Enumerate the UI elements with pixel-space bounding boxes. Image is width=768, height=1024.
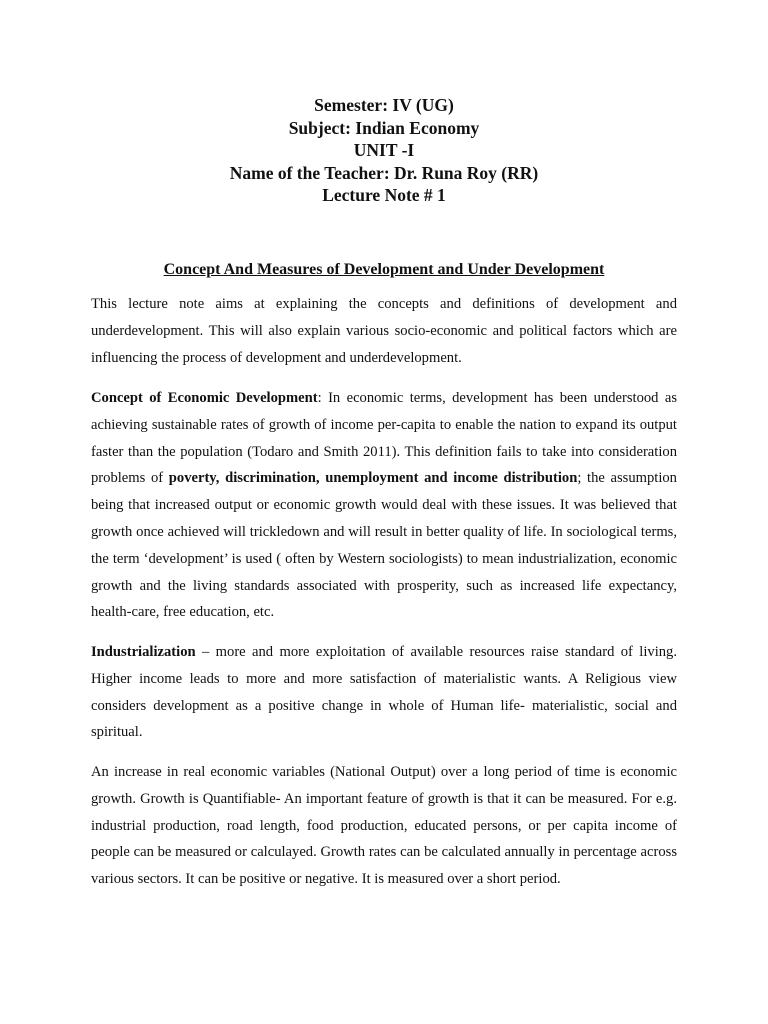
concept-text-1: : In economic terms, development has been understood as achieving sustainable rates of growth of income per-capita to enable the nation to expand its output faster than the population (Todaro and Smith 2011). This definition fails to take into consideration problems of (91, 390, 678, 487)
unit-line: UNIT -I (353, 140, 415, 160)
concept-text-2: ; the assumption being that increased output or economic growth would deal with these issues. It was believed that growth once achieved will trickledown and will result in better quality of life. In sociological terms, the term ‘development’ is used ( often by Western sociologists) to mean industrialization, economic growth and the living standards associated with prosperity, such as increased life expectancy, health-care, free education, etc. (91, 470, 677, 621)
section-title (0, 259, 768, 281)
industrialization-text: – more and more exploitation of available resources raise standard of living. Higher income leads to more and more satisfaction of materialistic wants. A Religious view considers development as a positive change in whole of Human life- materialistic, social and spiritual. (91, 644, 677, 741)
concept-bold-text: poverty, discrimination, unemployment and income distribution (168, 470, 578, 487)
intro-paragraph (91, 291, 677, 371)
industrialization-paragraph (91, 639, 677, 746)
industrialization-heading: Industrialization (91, 644, 196, 660)
section-title-text: Concept And Measures of Development and Under Development (163, 261, 605, 278)
growth-paragraph (91, 759, 677, 893)
semester-line: Semester: IV (UG) (314, 95, 454, 115)
teacher-line: Name of the Teacher: Dr. Runa Roy (RR) (229, 162, 539, 183)
intro-text: This lecture note aims at explaining the concepts and definitions of development and underdevelopment. This will also explain various socio-economic and political factors which are influencing the process of development and underdevelopment. (91, 296, 677, 366)
concept-paragraph (91, 385, 677, 626)
document-header (0, 94, 768, 207)
concept-heading: Concept of Economic Development (91, 390, 318, 406)
lecture-note-line: Lecture Note # 1 (322, 185, 446, 205)
subject-line: Subject: Indian Economy (288, 117, 480, 138)
growth-text: An increase in real economic variables (National Output) over a long period of time is economic growth. Growth is Quantifiable- An important feature of growth is that it can be measured. For e.g. industrial production, road length, food production, educated persons, or per capita income of people can be measured or calculayed. Growth rates can be calculated annually in percentage across various sectors. It can be positive or negative. It is measured over a short period. (91, 764, 677, 888)
